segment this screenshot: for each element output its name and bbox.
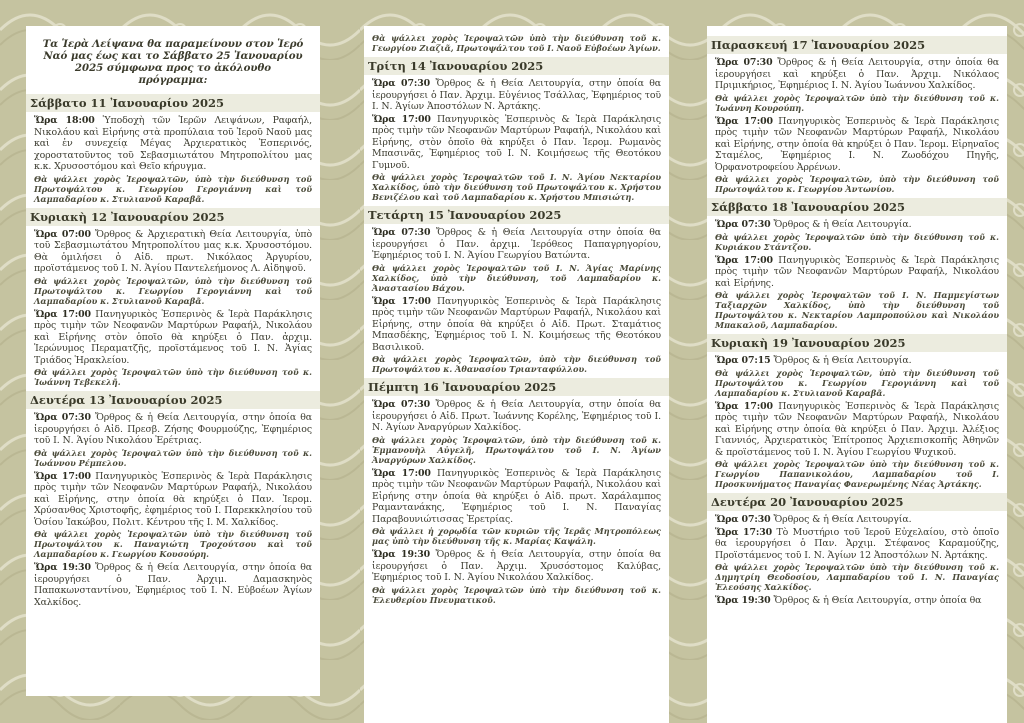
day-header: Δευτέρα 20 Ἰανουαρίου 2025: [707, 493, 1007, 511]
choir-note: Θὰ ψάλλει χορὸς Ἱεροψαλτῶν ὑπὸ τὴν διεύθυνση τοῦ Πρωτοψάλτου κ. Παναγιώτη Τροχούτσου καὶ τοῦ Λαμπαδαρίου κ. Γεωργίου Κουσούρη.: [34, 529, 312, 559]
choir-note: Θὰ ψάλλει χορὸς Ἱεροψαλτῶν ὑπὸ τὴν διεύθυνση τοῦ κ. Ἰωάννη Κουρούπη.: [715, 92, 999, 113]
schedule-entry: [715, 255, 999, 290]
day-header: Δευτέρα 13 Ἰανουαρίου 2025: [26, 391, 320, 409]
entry-text: Ὄρθρος & ἡ Θεία Λειτουργία.: [773, 514, 912, 525]
entry-time: Ὥρα 07:30: [715, 514, 771, 525]
choir-note: Θὰ ψάλλει χορὸς Ἱεροψαλτῶν ὑπὸ τὴν διεύθυνση τοῦ κ. Δημητρίη Θεοδοσίου, Λαμπαδαρίου τοῦ Ι. Ν. Παναγίας Ἐλεούσης Χαλκίδος.: [715, 562, 999, 592]
entry-time: Ὥρα 17:30: [715, 526, 773, 538]
choir-note: Θὰ ψάλλει χορὸς Ἱεροψαλτῶν, ὑπὸ τὴν διεύθυνση τοῦ Πρωτοψάλτου κ. Γεωργίου Γερογιάννη καὶ τοῦ Λαμπαδαρίου κ. Στυλιανοῦ Καραβᾶ.: [715, 367, 999, 398]
entry-time: Ὥρα 18:00: [34, 115, 95, 126]
schedule-entry: [372, 399, 661, 434]
entry-time: Ὥρα 07:30: [715, 219, 771, 230]
entry-text: Ὄρθρος & ἡ Θεία Λειτουργία.: [773, 355, 912, 366]
schedule-entry: [34, 309, 312, 367]
day-header: Σάββατο 18 Ἰανουαρίου 2025: [707, 198, 1007, 216]
day-header: Κυριακὴ 19 Ἰανουαρίου 2025: [707, 334, 1007, 352]
schedule-column-3: [707, 26, 1007, 723]
choir-note: Θὰ ψάλλει χορὸς Ἱεροψαλτῶν ὑπὸ τὴν διεύθυνση τοῦ κ. Ἰωάννη Τεβεκελῆ.: [34, 367, 312, 387]
choir-note: Θὰ ψάλλει ἡ χορῳδία τῶν κυριῶν τῆς Ἱερᾶς Μητροπόλεως μας ὑπὸ τὴν διεύθυνση τῆς κ. Μαρίας Καψάλη.: [372, 526, 661, 546]
entry-text: Τὸ Μυστήριο τοῦ Ἱεροῦ Εὐχελαίου, στὸ ὁποῖο θα ἱερουργήσει ὁ Παν. Ἀρχιμ. Στέφανος Καραμούζης, Προϊστάμενος τοῦ Ι. Ν. Ἁγίων 12 Ἀποστόλων Ν. Ἀρτάκης.: [715, 526, 1000, 561]
schedule-entry: [372, 468, 661, 526]
entry-text: Πανηγυρικὸς Ἑσπερινὸς & Ἱερὰ Παράκλησις πρὸς τιμὴν τῶν Νεοφανῶν Μαρτύρων Ραφαήλ, Νικολάου καὶ Εἰρήνης στην ὁποία θὰ κηρύξει ὁ Αἰδ. πρωτ. Χαράλαμπος Ραμαντανάκης, Ἐφημέριος τοῦ Ι. Ν. Παναγίας Παραβουνιώτισσας Ἐρετρίας.: [372, 467, 661, 525]
entry-time: Ὥρα 07:30: [34, 412, 91, 423]
schedule-entry: [372, 114, 661, 172]
entry-text: Πανηγυρικὸς Ἑσπερινὸς & Ἱερὰ Παράκλησις πρὸς τιμὴν τῶν Νεοφανῶν Μαρτύρων Ραφαήλ, Νικολάου καὶ Εἰρήνης, στην ὁποία θὰ κηρύξει ὁ Παν. Ἱερομ. Χρύσανθος Χριστοφῆς, ἐφημέριος τοῦ Ι. Παρεκκλησίου τοῦ Ὁσίου Ἰακώβου, Πολιτ. Κέντρου τῆς Ι. Μ. Χαλκίδος.: [34, 470, 312, 528]
entry-text: Πανηγυρικὸς Ἑσπερινὸς & Ἱερὰ Παράκλησις πρὸς τιμὴν τῶν Νεοφανῶν Μαρτύρων Ραφαήλ, Νικολάου καὶ Εἰρήνης στην ὁποία θὰ κηρύξει ὁ Παν. Ἀρχιμ. Ἀλέξιος Γιαννιός, Ἀρχιερατικὸς Ἐπίτροπος Ἀρχιεπισκοπῆς Ἀθηνῶν & προϊστάμενος τοῦ Ι. Ν. Ἁγίου Γεωργίου Ψυχικοῦ.: [715, 400, 999, 458]
schedule-entry: [715, 355, 999, 367]
choir-note: Θὰ ψάλλει χορὸς Ἱεροψαλτῶν τοῦ Ι. Ν. Ἁγίας Μαρίνης Χαλκίδος, ὑπὸ τὴν διεύθυνση, τοῦ Λαμπαδαρίου κ. Ἀναστασίου Βάχου.: [372, 262, 661, 293]
schedule-entry: [34, 562, 312, 608]
entry-time: Ὥρα 07:30: [372, 227, 431, 238]
entry-text: Ὄρθρος & ἡ Θεία Λειτουργία, στην ὁποία θα ἱερουργήσει ὁ Αἰδ. Πρωτ. Ἰωάννης Κορέλης, Ἐφημέριος τοῦ Ι. Ν. Ἁγίων Ἀναργύρων Χαλκίδος.: [372, 399, 661, 433]
schedule-entry: [715, 514, 999, 526]
schedule-entry: [715, 595, 999, 607]
entry-text: Πανηγυρικὸς Ἑσπερινὸς & Ἱερὰ Παράκλησις πρὸς τιμὴν τῶν Νεοφανῶν Μαρτύρων Ραφαήλ, Νικολάου καὶ Εἰρήνης.: [715, 254, 999, 289]
intro-text: Τα Ἱερὰ Λείψανα θα παραμείνουν στον Ἱερό Ναό μας έως και το Σάββατο 25 Ἰανουαρίου 2025 σύμφωνα προς το ἀκόλουθο πρόγραμμα:: [42, 38, 304, 86]
schedule-entry: [715, 116, 999, 174]
entry-time: Ὥρα 19:30: [715, 595, 771, 606]
schedule-entry: [34, 471, 312, 529]
choir-note: Θὰ ψάλλει χορὸς Ἱεροψαλτῶν, ὑπὸ τὴν διεύθυνση τοῦ κ. Ἐμμανουὴλ Αὐγελῆ, Πρωτοψάλτου τοῦ Ι. Ν. Ἁγίων Ἀναργύρων Χαλκίδος.: [372, 434, 661, 465]
choir-note: Θὰ ψάλλει χορὸς Ἱεροψαλτῶν, ὑπὸ τὴν διεύθυνση τοῦ Πρωτοψάλτου κ. Γεωργίου Γερογιάννη καὶ τοῦ Λαμπαδαρίου κ. Στυλιανοῦ Καραβᾶ.: [34, 275, 312, 306]
entry-time: Ὥρα 19:30: [372, 549, 431, 560]
choir-note: Θὰ ψάλλει χορὸς Ἱεροψαλτῶν, ὑπὸ τὴν διεύθυνση τοῦ Πρωτοψάλτου κ. Γεωργίου Ἀντωνίου.: [715, 174, 999, 194]
choir-note: Θὰ ψάλλει χορὸς Ἱεροψαλτῶν, ὑπὸ τὴν διεύθυνση τοῦ Πρωτοψάλτου κ. Ἀθανασίου Τριανταφύλλου.: [372, 354, 661, 374]
entry-time: Ὥρα 19:30: [34, 562, 91, 573]
entry-time: Ὥρα 17:00: [372, 467, 431, 479]
schedule-entry: [372, 227, 661, 262]
entry-text: Ὄρθρος & ἡ Θεία Λειτουργία, στην ὁποία θα ἱερουργήσει ὁ Παν. Ἀρχιμ. Δαμασκηνὸς Παπακωνσταντίνου, Ἐφημέριος τοῦ Ι. Ν. Εὐβοέων Ἁγίων Χαλκίδος.: [34, 562, 313, 608]
entry-time: Ὥρα 07:30: [372, 78, 431, 89]
entry-text: Ὄρθρος & ἡ Θεία Λειτουργία, στην ὁποία θα ἱερουργήσει ὁ Παν. Ἀρχιμ. Εὐγένιος Τσάλλας, Ἐφημέριος τοῦ Ι. Ν. Ἁγίων Ἀποστόλων Ν. Ἀρτάκης.: [372, 78, 661, 112]
day-header: Σάββατο 11 Ἰανουαρίου 2025: [26, 94, 320, 112]
entry-time: Ὥρα 07:00: [34, 228, 91, 240]
entry-time: Ὥρα 07:30: [715, 57, 773, 68]
entry-text: Πανηγυρικὸς Ἑσπερινὸς & Ἱερὰ Παράκλησις πρὸς τιμὴν τῶν Νεοφανῶν Μαρτύρων Ραφαήλ, Νικολάου καὶ Εἰρήνης, στην ὁποία θὰ κηρύξει ὁ Παν. Ἱερομ. Εἰρηναῖος Σταμέλος, Ἐφημέριος Ι. Ν. Ζωοδόχου Πηγῆς, Ὀρφανοτροφείου Ἀρρένων.: [715, 115, 999, 173]
schedule-column-2: [364, 26, 669, 723]
day-header: Παρασκευή 17 Ἰανουαρίου 2025: [707, 36, 1007, 54]
choir-note: Θὰ ψάλλει χορὸς Ἱεροψαλτῶν ὑπὸ τὴν διεύθυνση τοῦ κ. Γεωργίου Παπανικολάου, Λαμπαδαρίου τοῦ Ι. Προσκυνήματος Παναγίας Φανερωμένης Νέας Ἀρτάκης.: [715, 459, 999, 489]
choir-note: Θὰ ψάλλει χορὸς Ἱεροψαλτῶν ὑπὸ τὴν διεύθυνση τοῦ κ. Κυριάκου Στάντζου.: [715, 231, 999, 252]
entry-text: Ὄρθρος & ἡ Θεία Λειτουργία.: [773, 219, 912, 230]
entry-time: Ὥρα 17:00: [715, 400, 773, 412]
choir-note: Θὰ ψάλλει χορὸς Ἱεροψαλτῶν ὑπὸ τὴν διεύθυνση τοῦ κ. Γεωργίου Ζιαζιᾶ, Πρωτοψάλτου τοῦ Ι. Ναοῦ Εὐβοέων Ἁγίων.: [372, 33, 661, 53]
choir-note: Θὰ ψάλλει χορὸς Ἱεροψαλτῶν τοῦ Ι. Ν. Παμμεγίστων Ταξιαρχῶν Χαλκίδος, ὑπὸ τὴν διεύθυνση τοῦ Πρωτοψάλτου κ. Νεκταρίου Λαμπροπούλου καὶ Νικολάου Μπακαλοῦ, Λαμπαδαρίου.: [715, 290, 999, 330]
schedule-entry: [715, 57, 999, 92]
schedule-entry: [34, 412, 312, 447]
entry-time: Ὥρα 17:00: [372, 295, 431, 307]
day-header: Πέμπτη 16 Ἰανουαρίου 2025: [364, 378, 669, 396]
schedule-entry: [372, 78, 661, 113]
schedule-entry: [372, 296, 661, 354]
entry-time: Ὥρα 17:00: [715, 115, 773, 127]
schedule-entry: [34, 115, 312, 173]
entry-text: Ὄρθρος & ἡ Θεία Λειτουργία, στην ὁποία θα ἱερουργήσει καὶ κηρύξει ὁ Παν. Ἀρχιμ. Νικόλαος Πριμικήριος, Ἐφημέριος Ι. Ν. Ἁγίου Ἰωάννου Χαλκίδος.: [715, 57, 999, 91]
entry-text: Ὄρθρος & ἡ Θεία Λειτουργία στην ὁποία θα ἱερουργήσει ὁ Παν. ἀρχιμ. Ἰερόθεος Παπαγρηγορίου, Ἐφημέριος τοῦ Ι. Ν. Ἁγίου Γεωργίου Βατώντα.: [372, 227, 661, 261]
entry-text: Ὑποδοχὴ τῶν Ἱερῶν Λειψάνων, Ραφαήλ, Νικολάου καὶ Εἰρήνης στὰ προπύλαια τοῦ Ἱεροῦ Ναοῦ μας καὶ ἐν συνεχείᾳ Μέγας Ἀρχιερατικὸς Ἑσπερινός, χοροστατοῦντος τοῦ Σεβασμιωτάτου Μητροπολίτου μας κ.κ. Χρυσοστόμου καὶ Θεῖο κήρυγμα.: [34, 115, 312, 172]
schedule-entry: [34, 229, 312, 275]
schedule-entry: [715, 527, 999, 562]
choir-note: Θὰ ψάλλει χορὸς Ἱεροψαλτῶν ὑπὸ τὴν διεύθυνση τοῦ κ. Ἐλευθερίου Πνευματικοῦ.: [372, 584, 661, 605]
schedule-entry: [372, 549, 661, 584]
entry-time: Ὥρα 17:00: [34, 470, 91, 482]
schedule-column-1: [26, 26, 320, 696]
entry-text: Ὄρθρος & Ἀρχιερατικὴ Θεία Λειτουργία, ὑπὸ τοῦ Σεβασμιωτάτου Μητροπολίτου μας κ.κ. Χρυσοστόμου. Θὰ ὁμιλήσει ὁ Αἰδ. πρωτ. Νικόλαος Ἀργυρίου, προϊστάμενος τοῦ Ι. Ν. Ἁγίου Παντελεήμονος Λ. Αἰδηψοῦ.: [34, 228, 312, 274]
schedule-entry: [715, 401, 999, 459]
entry-text: Πανηγυρικὸς Ἑσπερινὸς & Ἱερὰ Παράκλησις πρὸς τιμὴν τῶν Νεοφανῶν Μαρτύρων Ραφαήλ, Νικολάου καὶ Εἰρήνης στὸν ὁποῖο θὰ κηρύξει ὁ Παν. ἀρχιμ. Ἱερώνυμος Περαματζῆς, προϊστάμενος τοῦ Ι. Ν. Ἁγίας Τριάδος Ἡρακλείου.: [34, 308, 312, 366]
entry-time: Ὥρα 07:15: [715, 355, 771, 366]
entry-time: Ὥρα 17:00: [715, 254, 773, 266]
day-header: Τρίτη 14 Ἰανουαρίου 2025: [364, 57, 669, 75]
choir-note: Θὰ ψάλλει χορὸς Ἱεροψαλτῶν, ὑπὸ τὴν διεύθυνση τοῦ Πρωτοψάλτου κ. Γεωργίου Γερογιάννη καὶ τοῦ Λαμπαδαρίου κ. Στυλιανοῦ Καραβᾶ.: [34, 173, 312, 204]
entry-text: Ὄρθρος & ἡ Θεία Λειτουργία, στην ὁποία θα ἱερουργήσει ὁ Παν. Ἀρχιμ. Χρυσόστομος Καλύβας, Ἐφημέριος τοῦ Ι. Ν. Ἁγίου Νικολάου Χαλκίδος.: [372, 549, 661, 583]
entry-text: Πανηγυρικὸς Ἑσπερινὸς & Ἱερὰ Παράκλησις πρὸς τιμὴν τῶν Νεοφανῶν Μαρτύρων Ραφαήλ, Νικολάου καὶ Εἰρήνης, στὸν ὁποῖο θὰ κηρύξει ὁ Παν. Ἱερομ. Ρωμανὸς Μπασινᾶς, Ἐφημέριος τοῦ Ι. Ν. Κοιμήσεως τῆς Θεοτόκου Γυμνοῦ.: [372, 113, 661, 171]
entry-text: Ὄρθρος & ἡ Θεία Λειτουργία, στην ὁποία θα ἱερουργήσει ὁ Αἰδ. Πρεσβ. Ζήσης Φουρμούζης, Ἐφημέριος τοῦ Ι. Ν. Ἁγίου Νικολάου Ἐρέτριας.: [34, 412, 313, 446]
day-header: Κυριακὴ 12 Ἰανουαρίου 2025: [26, 208, 320, 226]
schedule-entry: [715, 219, 999, 231]
entry-time: Ὥρα 17:00: [372, 113, 431, 125]
entry-time: Ὥρα 07:30: [372, 399, 431, 410]
choir-note: Θὰ ψάλλει χορὸς Ἱεροψαλτῶν ὑπὸ τὴν διεύθυνση τοῦ κ. Ἰωάννου Ρέμπελου.: [34, 447, 312, 468]
entry-time: Ὥρα 17:00: [34, 308, 91, 320]
entry-text: Πανηγυρικὸς Ἑσπερινὸς & Ἱερὰ Παράκλησις πρὸς τιμὴν τῶν Νεοφανῶν Μαρτύρων Ραφαήλ, Νικολάου καὶ Εἰρήνης, στην ὁποία θὰ κηρύξει ὁ Αἰδ. Πρωτ. Σταμάτιος Μπασδέκης, Ἐφημέριος τοῦ Ι. Ν. Κοιμήσεως τῆς Θεοτόκου Βασιλικοῦ.: [372, 295, 661, 353]
choir-note: Θὰ ψάλλει χορὸς Ἱεροψαλτῶν τοῦ Ι. Ν. Ἁγίου Νεκταρίου Χαλκίδος, ὑπὸ τὴν διεύθυνση τοῦ Πρωτοψάλτου κ. Χρήστου Βενιζέλου καὶ τοῦ Λαμπαδαρίου κ. Χρήστου Μπισιώτη.: [372, 172, 661, 202]
entry-text: Ὄρθρος & ἡ Θεία Λειτουργία, στην ὁποία θα: [773, 595, 982, 606]
day-header: Τετάρτη 15 Ἰανουαρίου 2025: [364, 206, 669, 224]
